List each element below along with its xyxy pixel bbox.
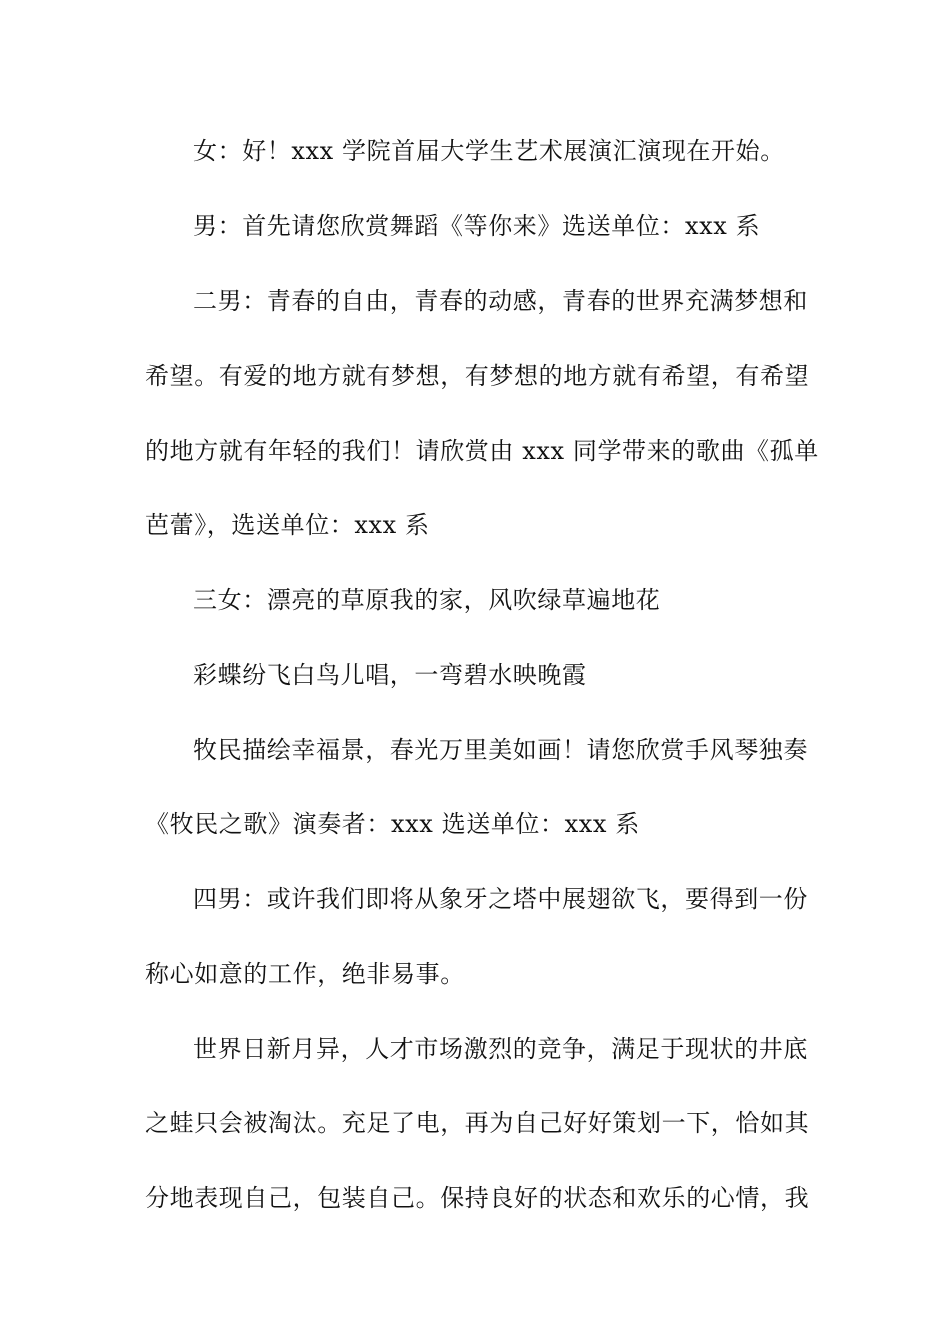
text-line: 的地方就有年轻的我们！请欣赏由 xxx 同学带来的歌曲《孤单	[145, 437, 819, 465]
text-line: 四男：或许我们即将从象牙之塔中展翅欲飞，要得到一份	[193, 885, 808, 913]
text-line: 三女：漂亮的草原我的家，风吹绿草遍地花	[193, 586, 661, 614]
text-line: 希望。有爱的地方就有梦想，有梦想的地方就有希望，有希望	[145, 362, 810, 390]
text-line: 分地表现自己，包装自己。保持良好的状态和欢乐的心情，我	[145, 1184, 810, 1212]
text-line: 之蛙只会被淘汰。充足了电，再为自己好好策划一下，恰如其	[145, 1109, 810, 1137]
text-line: 芭蕾》，选送单位：xxx 系	[145, 511, 430, 539]
text-line: 《牧民之歌》演奏者：xxx 选送单位：xxx 系	[145, 810, 640, 838]
text-line: 彩蝶纷飞白鸟儿唱，一弯碧水映晚霞	[193, 661, 587, 689]
text-line: 二男：青春的自由，青春的动感，青春的世界充满梦想和	[193, 287, 808, 315]
text-line: 称心如意的工作，绝非易事。	[145, 960, 465, 988]
text-line: 牧民描绘幸福景，春光万里美如画！请您欣赏手风琴独奏	[193, 736, 808, 764]
text-line: 男：首先请您欣赏舞蹈《等你来》选送单位：xxx 系	[193, 212, 761, 240]
text-line: 世界日新月异，人才市场激烈的竞争，满足于现状的井底	[193, 1035, 808, 1063]
text-line: 女：好！xxx 学院首届大学生艺术展演汇演现在开始。	[193, 137, 785, 165]
